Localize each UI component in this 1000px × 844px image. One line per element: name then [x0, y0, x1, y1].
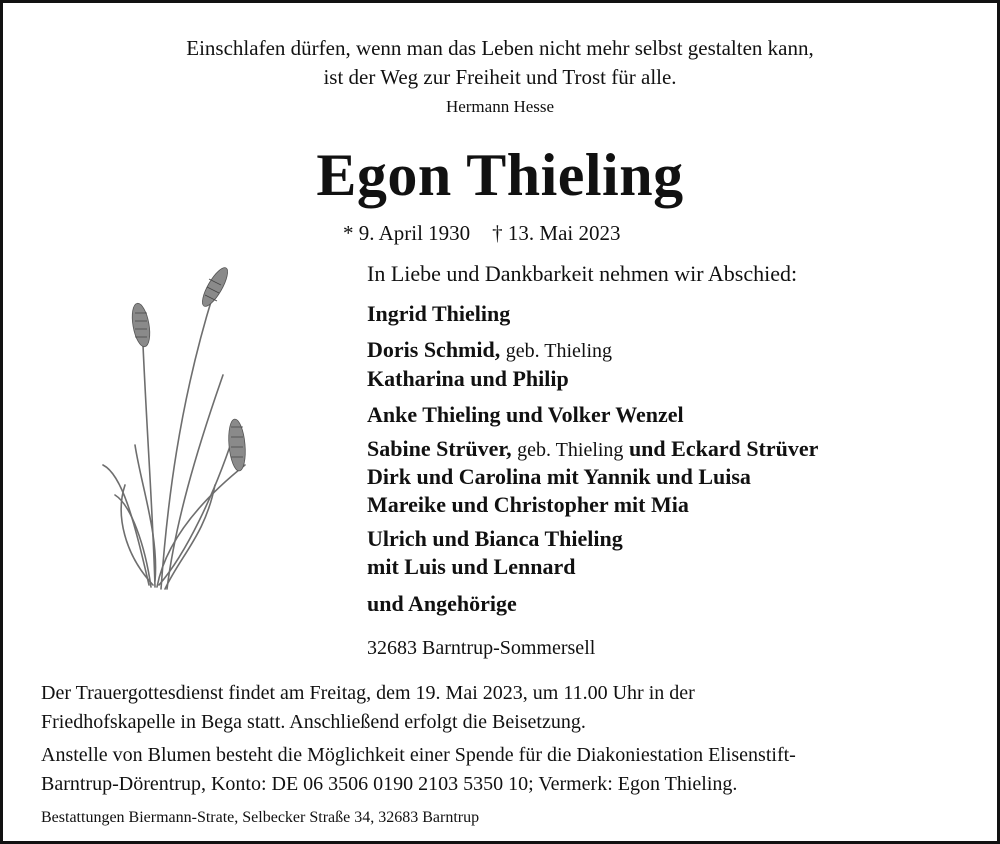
quote-author: Hermann Hesse [445, 97, 555, 116]
death-date: † 13. Mai 2023 [492, 221, 621, 245]
quote-line-2: ist der Weg zur Freiheit und Trost für alle. [323, 65, 677, 89]
service-line-1: Der Trauergottesdienst findet am Freitag, dem 19. Mai 2023, um 11.00 Uhr in der [41, 682, 695, 704]
mourner-name: Doris Schmid, [367, 337, 501, 362]
mourner-line: Ingrid Thieling [367, 301, 511, 326]
quote-line-1: Einschlafen dürfen, wenn man das Leben nicht mehr selbst gestalten kann, [186, 36, 814, 60]
life-dates [343, 221, 621, 246]
family-address: 32683 Barntrup-Sommersell [367, 637, 596, 659]
mourner-line: mit Luis und Lennard [367, 554, 576, 579]
mourner-line [367, 336, 612, 365]
wheat-icon [95, 255, 265, 595]
mourner-line: Dirk und Carolina mit Yannik und Luisa [367, 464, 751, 489]
deceased-name: Egon Thieling [316, 142, 684, 208]
mourner-line [367, 435, 818, 464]
funeral-home-footer: Bestattungen Biermann-Strate, Selbecker Straße 34, 32683 Barntrup [41, 809, 480, 826]
maiden-name-note: geb. Thieling [505, 340, 613, 362]
donation-line-2: Barntrup-Dörentrup, Konto: DE 06 3506 0190 2103 5350 10; Vermerk: Egon Thieling. [41, 773, 738, 795]
maiden-name-note: geb. Thieling [517, 439, 624, 461]
mourner-line: und Angehörige [367, 591, 517, 616]
service-line-2: Friedhofskapelle in Bega statt. Anschließend erfolgt die Beisetzung. [41, 711, 586, 733]
mourner-line: Mareike und Christopher mit Mia [367, 492, 689, 517]
mourner-line: Anke Thieling und Volker Wenzel [367, 402, 684, 427]
mourner-name: Sabine Strüver, [367, 436, 512, 461]
birth-date: * 9. April 1930 [343, 221, 471, 245]
mourner-line: Katharina und Philip [367, 366, 569, 391]
mourner-line: Ulrich und Bianca Thieling [367, 526, 623, 551]
donation-line-1: Anstelle von Blumen besteht die Möglichkeit einer Spende für die Diakoniestation Elisenstift- [41, 744, 796, 766]
mourner-partner: und Eckard Strüver [628, 436, 819, 461]
farewell-intro: In Liebe und Dankbarkeit nehmen wir Abschied: [367, 261, 798, 286]
